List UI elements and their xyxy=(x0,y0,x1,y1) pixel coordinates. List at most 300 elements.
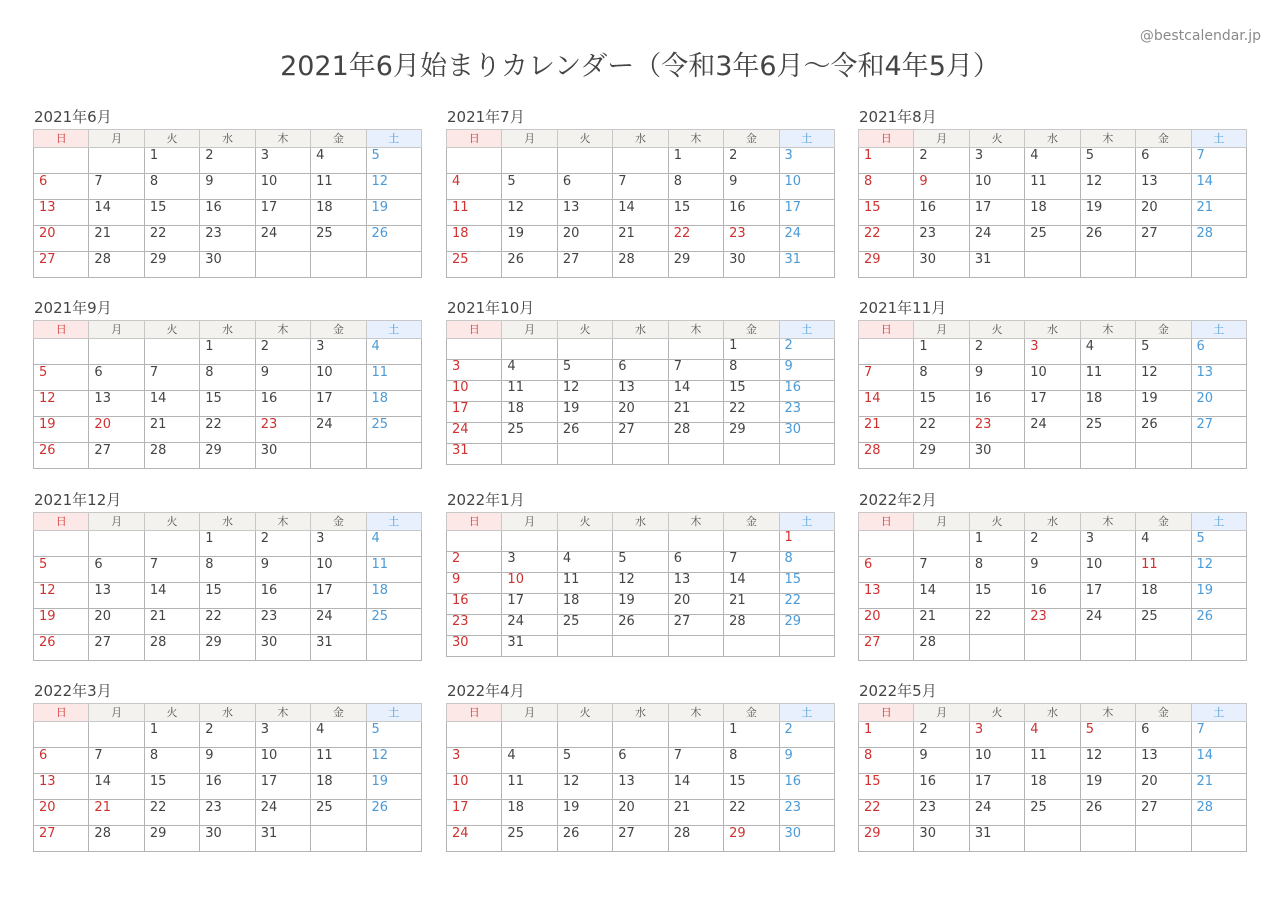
day-cell: 14 xyxy=(724,573,779,594)
day-cell: 1 xyxy=(724,339,779,360)
week-row xyxy=(34,174,422,200)
day-cell: 17 xyxy=(502,594,557,615)
day-cell: 20 xyxy=(613,800,668,826)
weekday-header-row xyxy=(859,130,1247,148)
month-table xyxy=(446,703,835,852)
day-cell: 14 xyxy=(1191,748,1246,774)
weekday-header: 月 xyxy=(502,704,557,722)
day-cell: 19 xyxy=(1080,200,1135,226)
day-cell: 19 xyxy=(366,774,421,800)
day-cell: 26 xyxy=(613,615,668,636)
day-cell: 16 xyxy=(1025,583,1080,609)
weekday-header: 火 xyxy=(969,321,1024,339)
empty-cell xyxy=(502,339,557,360)
empty-cell xyxy=(613,722,668,748)
day-cell: 18 xyxy=(447,226,502,252)
weekday-header: 水 xyxy=(613,130,668,148)
day-cell: 16 xyxy=(779,774,834,800)
weekday-header: 土 xyxy=(1191,321,1246,339)
day-cell: 7 xyxy=(914,557,969,583)
weekday-header: 金 xyxy=(311,321,366,339)
day-cell: 7 xyxy=(1191,148,1246,174)
empty-cell xyxy=(859,339,914,365)
day-cell: 23 xyxy=(914,800,969,826)
day-cell: 27 xyxy=(859,635,914,661)
day-cell: 28 xyxy=(89,252,144,278)
day-cell: 13 xyxy=(1191,365,1246,391)
day-cell: 22 xyxy=(200,609,255,635)
weekday-header: 木 xyxy=(1080,704,1135,722)
day-cell: 15 xyxy=(724,774,779,800)
day-cell: 6 xyxy=(89,557,144,583)
week-row xyxy=(447,748,835,774)
empty-cell xyxy=(1136,826,1191,852)
weekday-header: 土 xyxy=(779,321,834,339)
weekday-header: 土 xyxy=(1191,130,1246,148)
day-cell: 22 xyxy=(859,800,914,826)
day-cell: 19 xyxy=(557,402,612,423)
day-cell: 20 xyxy=(613,402,668,423)
day-cell: 8 xyxy=(779,552,834,573)
weekday-header-row xyxy=(447,704,835,722)
day-cell: 5 xyxy=(1080,722,1135,748)
day-cell: 29 xyxy=(668,252,723,278)
month-title: 2021年12月 xyxy=(34,491,122,509)
day-cell: 12 xyxy=(34,391,89,417)
day-cell: 6 xyxy=(89,365,144,391)
day-cell: 23 xyxy=(724,226,779,252)
week-row xyxy=(34,252,422,278)
day-cell: 19 xyxy=(1191,583,1246,609)
day-cell: 15 xyxy=(200,583,255,609)
weekday-header: 金 xyxy=(1136,704,1191,722)
day-cell: 11 xyxy=(311,174,366,200)
week-row xyxy=(859,748,1247,774)
month-title: 2022年3月 xyxy=(34,682,112,700)
day-cell: 23 xyxy=(779,402,834,423)
day-cell: 21 xyxy=(914,609,969,635)
weekday-header: 土 xyxy=(1191,704,1246,722)
month-title: 2021年8月 xyxy=(859,108,937,126)
empty-cell xyxy=(557,148,612,174)
empty-cell xyxy=(1136,635,1191,661)
day-cell: 20 xyxy=(34,226,89,252)
weekday-header: 水 xyxy=(200,130,255,148)
week-row xyxy=(34,774,422,800)
month-table xyxy=(858,512,1247,661)
day-cell: 26 xyxy=(1136,417,1191,443)
day-cell: 22 xyxy=(144,800,199,826)
month-title: 2022年5月 xyxy=(859,682,937,700)
day-cell: 2 xyxy=(779,722,834,748)
day-cell: 21 xyxy=(89,800,144,826)
day-cell: 6 xyxy=(859,557,914,583)
day-cell: 13 xyxy=(1136,174,1191,200)
day-cell: 6 xyxy=(557,174,612,200)
week-row xyxy=(859,800,1247,826)
week-row xyxy=(447,636,835,657)
empty-cell xyxy=(557,339,612,360)
day-cell: 31 xyxy=(447,444,502,465)
day-cell: 14 xyxy=(89,200,144,226)
day-cell: 10 xyxy=(447,774,502,800)
empty-cell xyxy=(447,531,502,552)
day-cell: 25 xyxy=(1025,226,1080,252)
day-cell: 16 xyxy=(200,774,255,800)
day-cell: 26 xyxy=(1191,609,1246,635)
day-cell: 4 xyxy=(1025,722,1080,748)
empty-cell xyxy=(969,635,1024,661)
page-title: 2021年6月始まりカレンダー（令和3年6月〜令和4年5月） xyxy=(280,51,1000,82)
day-cell: 24 xyxy=(447,423,502,444)
day-cell: 14 xyxy=(144,583,199,609)
month-table xyxy=(858,703,1247,852)
day-cell: 25 xyxy=(366,609,421,635)
day-cell: 3 xyxy=(255,722,310,748)
day-cell: 11 xyxy=(366,365,421,391)
weekday-header: 日 xyxy=(859,321,914,339)
day-cell: 12 xyxy=(557,381,612,402)
day-cell: 17 xyxy=(1080,583,1135,609)
day-cell: 13 xyxy=(668,573,723,594)
weekday-header: 木 xyxy=(1080,513,1135,531)
day-cell: 29 xyxy=(200,635,255,661)
weekday-header-row xyxy=(447,513,835,531)
empty-cell xyxy=(1136,443,1191,469)
day-cell: 29 xyxy=(859,826,914,852)
day-cell: 29 xyxy=(144,826,199,852)
day-cell: 20 xyxy=(34,800,89,826)
month-calendar xyxy=(858,490,1247,661)
day-cell: 28 xyxy=(668,826,723,852)
week-row xyxy=(447,722,835,748)
day-cell: 19 xyxy=(34,609,89,635)
day-cell: 17 xyxy=(311,391,366,417)
day-cell: 2 xyxy=(200,722,255,748)
day-cell: 25 xyxy=(1080,417,1135,443)
day-cell: 16 xyxy=(914,200,969,226)
weekday-header: 月 xyxy=(914,704,969,722)
weekday-header: 土 xyxy=(366,513,421,531)
weekday-header: 水 xyxy=(200,704,255,722)
day-cell: 11 xyxy=(1025,174,1080,200)
empty-cell xyxy=(613,531,668,552)
day-cell: 2 xyxy=(255,531,310,557)
day-cell: 6 xyxy=(1191,339,1246,365)
weekday-header: 日 xyxy=(34,704,89,722)
day-cell: 25 xyxy=(557,615,612,636)
day-cell: 11 xyxy=(1080,365,1135,391)
day-cell: 30 xyxy=(779,826,834,852)
week-row xyxy=(447,381,835,402)
day-cell: 21 xyxy=(668,800,723,826)
empty-cell xyxy=(1191,826,1246,852)
weekday-header: 火 xyxy=(969,513,1024,531)
day-cell: 5 xyxy=(1080,148,1135,174)
day-cell: 15 xyxy=(724,381,779,402)
day-cell: 27 xyxy=(1191,417,1246,443)
day-cell: 30 xyxy=(255,443,310,469)
day-cell: 21 xyxy=(859,417,914,443)
empty-cell xyxy=(668,444,723,465)
day-cell: 18 xyxy=(311,774,366,800)
day-cell: 19 xyxy=(1136,391,1191,417)
empty-cell xyxy=(724,444,779,465)
empty-cell xyxy=(366,826,421,852)
day-cell: 16 xyxy=(969,391,1024,417)
day-cell: 1 xyxy=(200,531,255,557)
day-cell: 6 xyxy=(1136,148,1191,174)
day-cell: 15 xyxy=(144,200,199,226)
month-table xyxy=(446,320,835,465)
day-cell: 18 xyxy=(502,402,557,423)
day-cell: 11 xyxy=(366,557,421,583)
week-row xyxy=(34,635,422,661)
empty-cell xyxy=(366,443,421,469)
day-cell: 15 xyxy=(914,391,969,417)
week-row xyxy=(447,423,835,444)
empty-cell xyxy=(89,148,144,174)
day-cell: 18 xyxy=(366,583,421,609)
day-cell: 26 xyxy=(557,826,612,852)
empty-cell xyxy=(366,635,421,661)
week-row xyxy=(34,583,422,609)
day-cell: 23 xyxy=(969,417,1024,443)
day-cell: 5 xyxy=(1191,531,1246,557)
week-row xyxy=(859,148,1247,174)
day-cell: 28 xyxy=(144,635,199,661)
day-cell: 10 xyxy=(969,748,1024,774)
day-cell: 13 xyxy=(1136,748,1191,774)
day-cell: 14 xyxy=(668,381,723,402)
day-cell: 17 xyxy=(255,200,310,226)
day-cell: 18 xyxy=(1080,391,1135,417)
weekday-header: 水 xyxy=(200,513,255,531)
week-row xyxy=(447,360,835,381)
day-cell: 8 xyxy=(144,748,199,774)
day-cell: 5 xyxy=(613,552,668,573)
day-cell: 6 xyxy=(34,748,89,774)
weekday-header: 木 xyxy=(255,704,310,722)
day-cell: 8 xyxy=(859,748,914,774)
weekday-header: 金 xyxy=(1136,130,1191,148)
week-row xyxy=(34,722,422,748)
day-cell: 17 xyxy=(447,800,502,826)
empty-cell xyxy=(613,444,668,465)
day-cell: 11 xyxy=(502,381,557,402)
day-cell: 19 xyxy=(613,594,668,615)
empty-cell xyxy=(1191,443,1246,469)
day-cell: 21 xyxy=(1191,774,1246,800)
day-cell: 3 xyxy=(255,148,310,174)
month-calendar xyxy=(33,490,422,661)
day-cell: 9 xyxy=(969,365,1024,391)
day-cell: 15 xyxy=(859,200,914,226)
day-cell: 8 xyxy=(914,365,969,391)
day-cell: 2 xyxy=(447,552,502,573)
empty-cell xyxy=(668,339,723,360)
weekday-header: 木 xyxy=(255,130,310,148)
weekday-header: 火 xyxy=(557,321,612,339)
day-cell: 2 xyxy=(1025,531,1080,557)
day-cell: 28 xyxy=(1191,226,1246,252)
week-row xyxy=(447,200,835,226)
day-cell: 2 xyxy=(969,339,1024,365)
weekday-header: 金 xyxy=(311,130,366,148)
day-cell: 2 xyxy=(779,339,834,360)
month-title: 2021年10月 xyxy=(447,299,535,317)
day-cell: 1 xyxy=(914,339,969,365)
empty-cell xyxy=(1136,252,1191,278)
day-cell: 26 xyxy=(34,443,89,469)
day-cell: 16 xyxy=(914,774,969,800)
day-cell: 9 xyxy=(255,557,310,583)
day-cell: 13 xyxy=(859,583,914,609)
day-cell: 8 xyxy=(200,365,255,391)
weekday-header: 金 xyxy=(311,704,366,722)
day-cell: 14 xyxy=(613,200,668,226)
weekday-header: 金 xyxy=(724,321,779,339)
week-row xyxy=(34,200,422,226)
empty-cell xyxy=(613,636,668,657)
day-cell: 4 xyxy=(366,339,421,365)
day-cell: 12 xyxy=(1080,174,1135,200)
month-calendar xyxy=(33,681,422,852)
day-cell: 14 xyxy=(1191,174,1246,200)
empty-cell xyxy=(668,531,723,552)
day-cell: 4 xyxy=(311,722,366,748)
month-table xyxy=(446,129,835,278)
weekday-header: 火 xyxy=(144,513,199,531)
day-cell: 1 xyxy=(144,722,199,748)
empty-cell xyxy=(1080,826,1135,852)
empty-cell xyxy=(914,531,969,557)
day-cell: 25 xyxy=(311,800,366,826)
day-cell: 1 xyxy=(144,148,199,174)
empty-cell xyxy=(144,339,199,365)
empty-cell xyxy=(144,531,199,557)
weekday-header: 月 xyxy=(914,321,969,339)
day-cell: 11 xyxy=(311,748,366,774)
day-cell: 4 xyxy=(366,531,421,557)
day-cell: 21 xyxy=(144,609,199,635)
day-cell: 11 xyxy=(502,774,557,800)
week-row xyxy=(859,774,1247,800)
week-row xyxy=(447,174,835,200)
day-cell: 12 xyxy=(502,200,557,226)
empty-cell xyxy=(89,722,144,748)
weekday-header-row xyxy=(859,321,1247,339)
week-row xyxy=(34,391,422,417)
day-cell: 29 xyxy=(724,826,779,852)
week-row xyxy=(447,148,835,174)
weekday-header: 水 xyxy=(1025,321,1080,339)
week-row xyxy=(34,531,422,557)
weekday-header: 水 xyxy=(1025,513,1080,531)
day-cell: 23 xyxy=(447,615,502,636)
day-cell: 24 xyxy=(969,226,1024,252)
day-cell: 28 xyxy=(89,826,144,852)
day-cell: 8 xyxy=(724,748,779,774)
weekday-header: 水 xyxy=(613,321,668,339)
empty-cell xyxy=(34,148,89,174)
month-calendar xyxy=(33,298,422,469)
week-row xyxy=(34,800,422,826)
weekday-header: 土 xyxy=(366,130,421,148)
day-cell: 1 xyxy=(200,339,255,365)
day-cell: 10 xyxy=(969,174,1024,200)
day-cell: 3 xyxy=(1080,531,1135,557)
month-table xyxy=(33,512,422,661)
day-cell: 9 xyxy=(200,174,255,200)
empty-cell xyxy=(1191,635,1246,661)
day-cell: 29 xyxy=(200,443,255,469)
day-cell: 25 xyxy=(366,417,421,443)
day-cell: 5 xyxy=(557,360,612,381)
day-cell: 26 xyxy=(366,800,421,826)
day-cell: 4 xyxy=(502,748,557,774)
empty-cell xyxy=(447,722,502,748)
month-calendar xyxy=(33,107,422,278)
week-row xyxy=(34,609,422,635)
week-row xyxy=(447,444,835,465)
month-title: 2022年2月 xyxy=(859,491,937,509)
empty-cell xyxy=(724,531,779,552)
week-row xyxy=(859,391,1247,417)
day-cell: 16 xyxy=(255,583,310,609)
day-cell: 27 xyxy=(89,635,144,661)
day-cell: 18 xyxy=(502,800,557,826)
weekday-header: 日 xyxy=(447,704,502,722)
month-calendar xyxy=(858,107,1247,278)
day-cell: 10 xyxy=(447,381,502,402)
day-cell: 21 xyxy=(613,226,668,252)
day-cell: 3 xyxy=(311,531,366,557)
day-cell: 2 xyxy=(914,148,969,174)
weekday-header: 水 xyxy=(1025,704,1080,722)
day-cell: 23 xyxy=(200,800,255,826)
day-cell: 9 xyxy=(200,748,255,774)
day-cell: 16 xyxy=(255,391,310,417)
day-cell: 18 xyxy=(311,200,366,226)
day-cell: 31 xyxy=(969,826,1024,852)
day-cell: 1 xyxy=(859,722,914,748)
day-cell: 23 xyxy=(200,226,255,252)
week-row xyxy=(447,531,835,552)
day-cell: 28 xyxy=(914,635,969,661)
day-cell: 14 xyxy=(859,391,914,417)
day-cell: 30 xyxy=(969,443,1024,469)
empty-cell xyxy=(557,636,612,657)
weekday-header-row xyxy=(447,130,835,148)
weekday-header: 木 xyxy=(668,321,723,339)
day-cell: 21 xyxy=(89,226,144,252)
weekday-header-row xyxy=(447,321,835,339)
empty-cell xyxy=(557,722,612,748)
day-cell: 25 xyxy=(502,826,557,852)
day-cell: 13 xyxy=(89,391,144,417)
weekday-header: 木 xyxy=(255,513,310,531)
empty-cell xyxy=(34,531,89,557)
day-cell: 10 xyxy=(779,174,834,200)
weekday-header: 火 xyxy=(144,130,199,148)
month-calendar xyxy=(446,490,835,657)
day-cell: 17 xyxy=(779,200,834,226)
day-cell: 13 xyxy=(34,774,89,800)
empty-cell xyxy=(1080,443,1135,469)
day-cell: 23 xyxy=(255,417,310,443)
day-cell: 26 xyxy=(502,252,557,278)
